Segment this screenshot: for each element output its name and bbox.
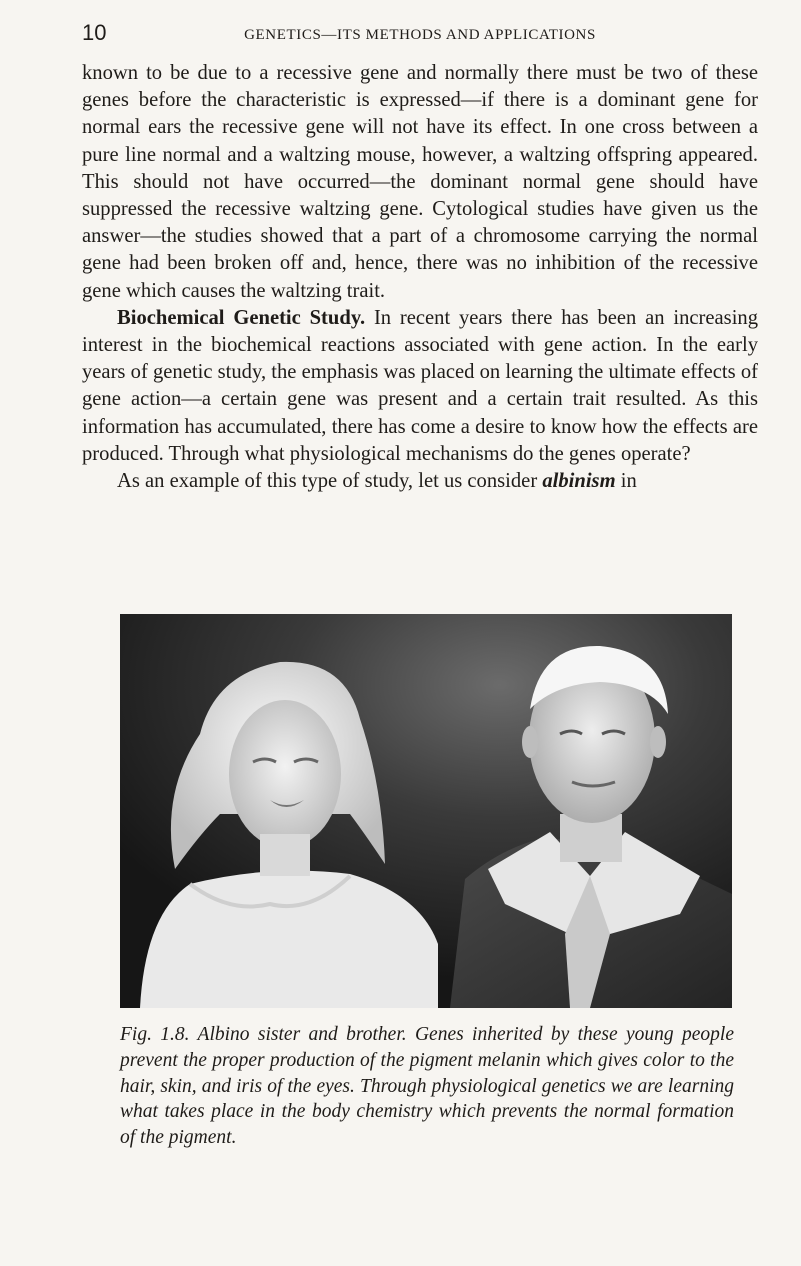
paragraph-2 xyxy=(82,305,758,468)
running-head: GENETICS—ITS METHODS AND APPLICATIONS xyxy=(244,27,596,43)
figure-caption: Fig. 1.8. Albino sister and brother. Genes inherited by these young people prevent the proper production of the pigment melanin which gives color to the hair, skin, and iris of the eyes. Through physiological genetics we are learning what takes place in the body chemistry which prevents the normal formation of the pigment. xyxy=(120,1024,734,1149)
page-number: 10 xyxy=(82,20,107,45)
emphasis-albinism: albinism xyxy=(542,470,616,493)
paragraph-3-end: in xyxy=(615,470,637,493)
body-text xyxy=(82,60,758,495)
paragraph-3 xyxy=(82,468,758,495)
paragraph-1: known to be due to a recessive gene and normally there must be two of these genes before the characteristic is expressed—if there is a dominant gene for normal ears the recessive gene will not have its effect. In one cross between a pure line normal and a waltzing mouse, however, a waltzing offspring appeared. This should not have occurred—the dominant normal gene should have suppressed the recessive waltzing gene. Cytological studies have given us the answer—the studies showed that a part of a chromosome carrying the normal gene had been broken off and, hence, there was no inhibition of the recessive gene which causes the waltzing trait. xyxy=(82,62,758,302)
section-heading-biochemical: Biochemical Genetic Study. xyxy=(117,306,366,329)
paragraph-2-text: In recent years there has been an increasing interest in the biochemical reactions associated with gene action. In the early years of genetic study, the emphasis was placed on learning the ultimate effects of gene action—a certain gene was present and a certain trait resulted. As this information has accumulated, there has come a desire to know how the effects are produced. Through what physiological mechanisms do the genes operate? xyxy=(82,306,759,465)
paragraph-3-text: As an example of this type of study, let us consider xyxy=(117,470,543,493)
page-header xyxy=(82,18,758,48)
figure-photo xyxy=(120,614,732,1008)
